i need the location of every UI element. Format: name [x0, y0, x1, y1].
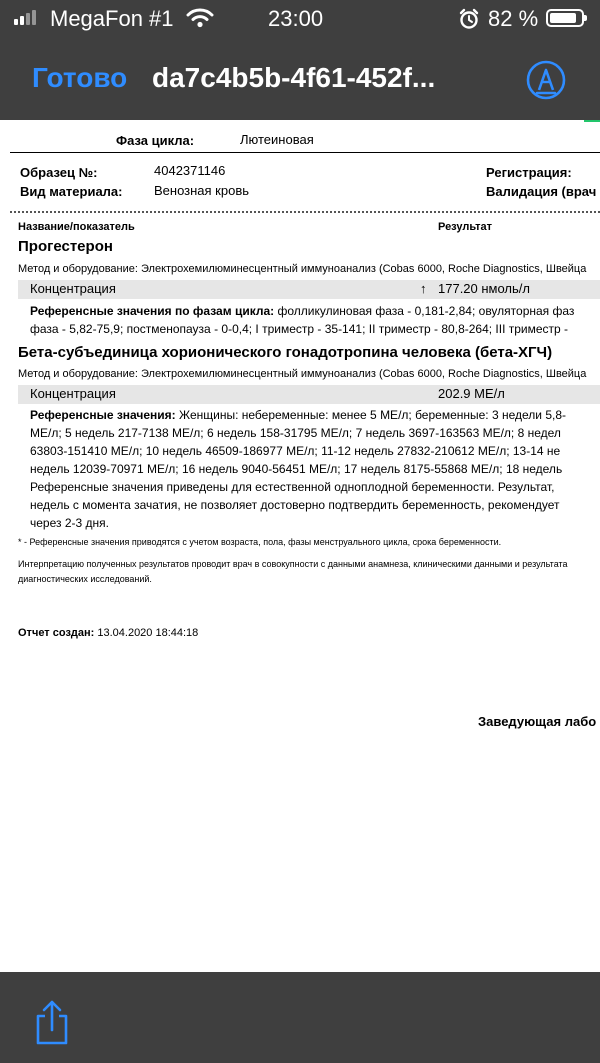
hcg-method: Метод и оборудование: Электрохемилюминесцентный иммуноанализ (Cobas 6000, Roche Diagnostics, Швейца: [18, 368, 587, 380]
markup-icon[interactable]: [526, 60, 566, 100]
status-bar: [0, 0, 600, 38]
signal-icon: [14, 10, 36, 25]
sample-value: 4042371146: [154, 163, 226, 178]
hcg-ref-line2: МЕ/л; 5 недель 217-7138 МЕ/л; 6 недель 158-31795 МЕ/л; 7 недель 3697-163563 МЕ/л; 8 недел: [30, 426, 561, 440]
report-created-label: Отчет создан:: [18, 627, 95, 639]
battery-percent: 82 %: [488, 6, 539, 31]
hcg-ref-text1: Женщины: небеременные: менее 5 МЕ/л; беременные: 3 недели 5,8-: [175, 408, 567, 422]
hcg-ref-line1: [30, 408, 566, 422]
document-page[interactable]: [0, 120, 600, 972]
phase-label: Фаза цикла:: [116, 133, 195, 148]
validation-label: Валидация (врач: [486, 184, 597, 199]
progesterone-ref-line2: фаза - 5,82-75,9; постменопауза - 0-0,4; I триместр - 35-141; II триместр - 80,8-264; III триместр -: [30, 322, 569, 336]
interpretation-line2: диагностических исследований.: [18, 574, 152, 584]
progesterone-title: Прогестерон: [18, 238, 113, 255]
registration-label: Регистрация:: [486, 165, 572, 180]
hcg-title: Бета-субъединица хорионического гонадотропина человека (бета-ХГЧ): [18, 344, 553, 361]
sample-label: Образец №:: [20, 165, 98, 180]
progesterone-row: [18, 280, 600, 299]
hcg-ref-line4: недель 12039-70971 МЕ/л; 16 недель 9040-56451 МЕ/л; 17 недель 8175-55868 МЕ/л; 18 недель: [30, 462, 563, 476]
hcg-param: Концентрация: [30, 386, 116, 401]
progesterone-param: Концентрация: [30, 281, 116, 296]
progesterone-method: Метод и оборудование: Электрохемилюминесцентный иммуноанализ (Cobas 6000, Roche Diagnostics, Швейца: [18, 263, 587, 275]
bottom-toolbar: [0, 972, 600, 1063]
progesterone-ref-label: Референсные значения по фазам цикла:: [30, 304, 275, 318]
document-title: da7c4b5b-4f61-452f...: [152, 62, 436, 93]
share-icon[interactable]: [32, 1000, 72, 1046]
material-label: Вид материала:: [20, 184, 123, 199]
head-of-lab-label: Заведующая лабо: [478, 714, 597, 729]
nav-bar: [0, 40, 600, 120]
interpretation-line1: Интерпретацию полученных результатов проводит врач в совокупности с данными анамнеза, клиническими данными и результата: [18, 559, 568, 569]
dotted-divider: [10, 211, 600, 213]
done-button[interactable]: Готово: [32, 62, 128, 93]
column-header-name: Название/показатель: [18, 221, 135, 233]
hcg-ref-line6: недель с момента зачатия, не позволяет достоверно подтвердить беременность, рекомендует: [30, 498, 560, 512]
hcg-ref-line7: через 2-3 дня.: [30, 516, 109, 530]
progesterone-ref-line1: [30, 304, 574, 318]
carrier-name: MegaFon #1: [50, 6, 174, 31]
hcg-ref-line3: 63803-151410 МЕ/л; 10 недель 46509-186977 МЕ/л; 11-12 недель 27832-210612 МЕ/л; 13-14 не: [30, 444, 561, 458]
material-value: Венозная кровь: [154, 183, 250, 198]
wifi-icon: [186, 8, 214, 28]
hcg-ref-line5: Референсные значения приведены для естественной одноплодной беременности. Результат,: [30, 480, 555, 494]
hcg-row: [18, 385, 600, 404]
report-created-value: 13.04.2020 18:44:18: [94, 627, 199, 639]
report-created: [18, 627, 198, 639]
battery-icon: [546, 9, 584, 27]
progesterone-result: 177.20 нмоль/л: [438, 281, 530, 296]
column-header-result: Результат: [438, 221, 493, 233]
divider-line: [10, 152, 600, 153]
phase-value: Лютеиновая: [240, 132, 314, 147]
hcg-result: 202.9 МЕ/л: [438, 386, 505, 401]
clock-time: 23:00: [268, 6, 324, 31]
hcg-ref-label: Референсные значения:: [30, 408, 176, 422]
progesterone-ref-text1: фолликулиновая фаза - 0,181-2,84; овуляторная фаз: [274, 304, 575, 318]
footnote: * - Референсные значения приводятся с учетом возраста, пола, фазы менструального цикла, срока беременности.: [18, 537, 502, 547]
up-arrow-icon: ↑: [420, 281, 427, 296]
page-edge-marker: [584, 120, 600, 122]
alarm-icon: [458, 8, 480, 30]
